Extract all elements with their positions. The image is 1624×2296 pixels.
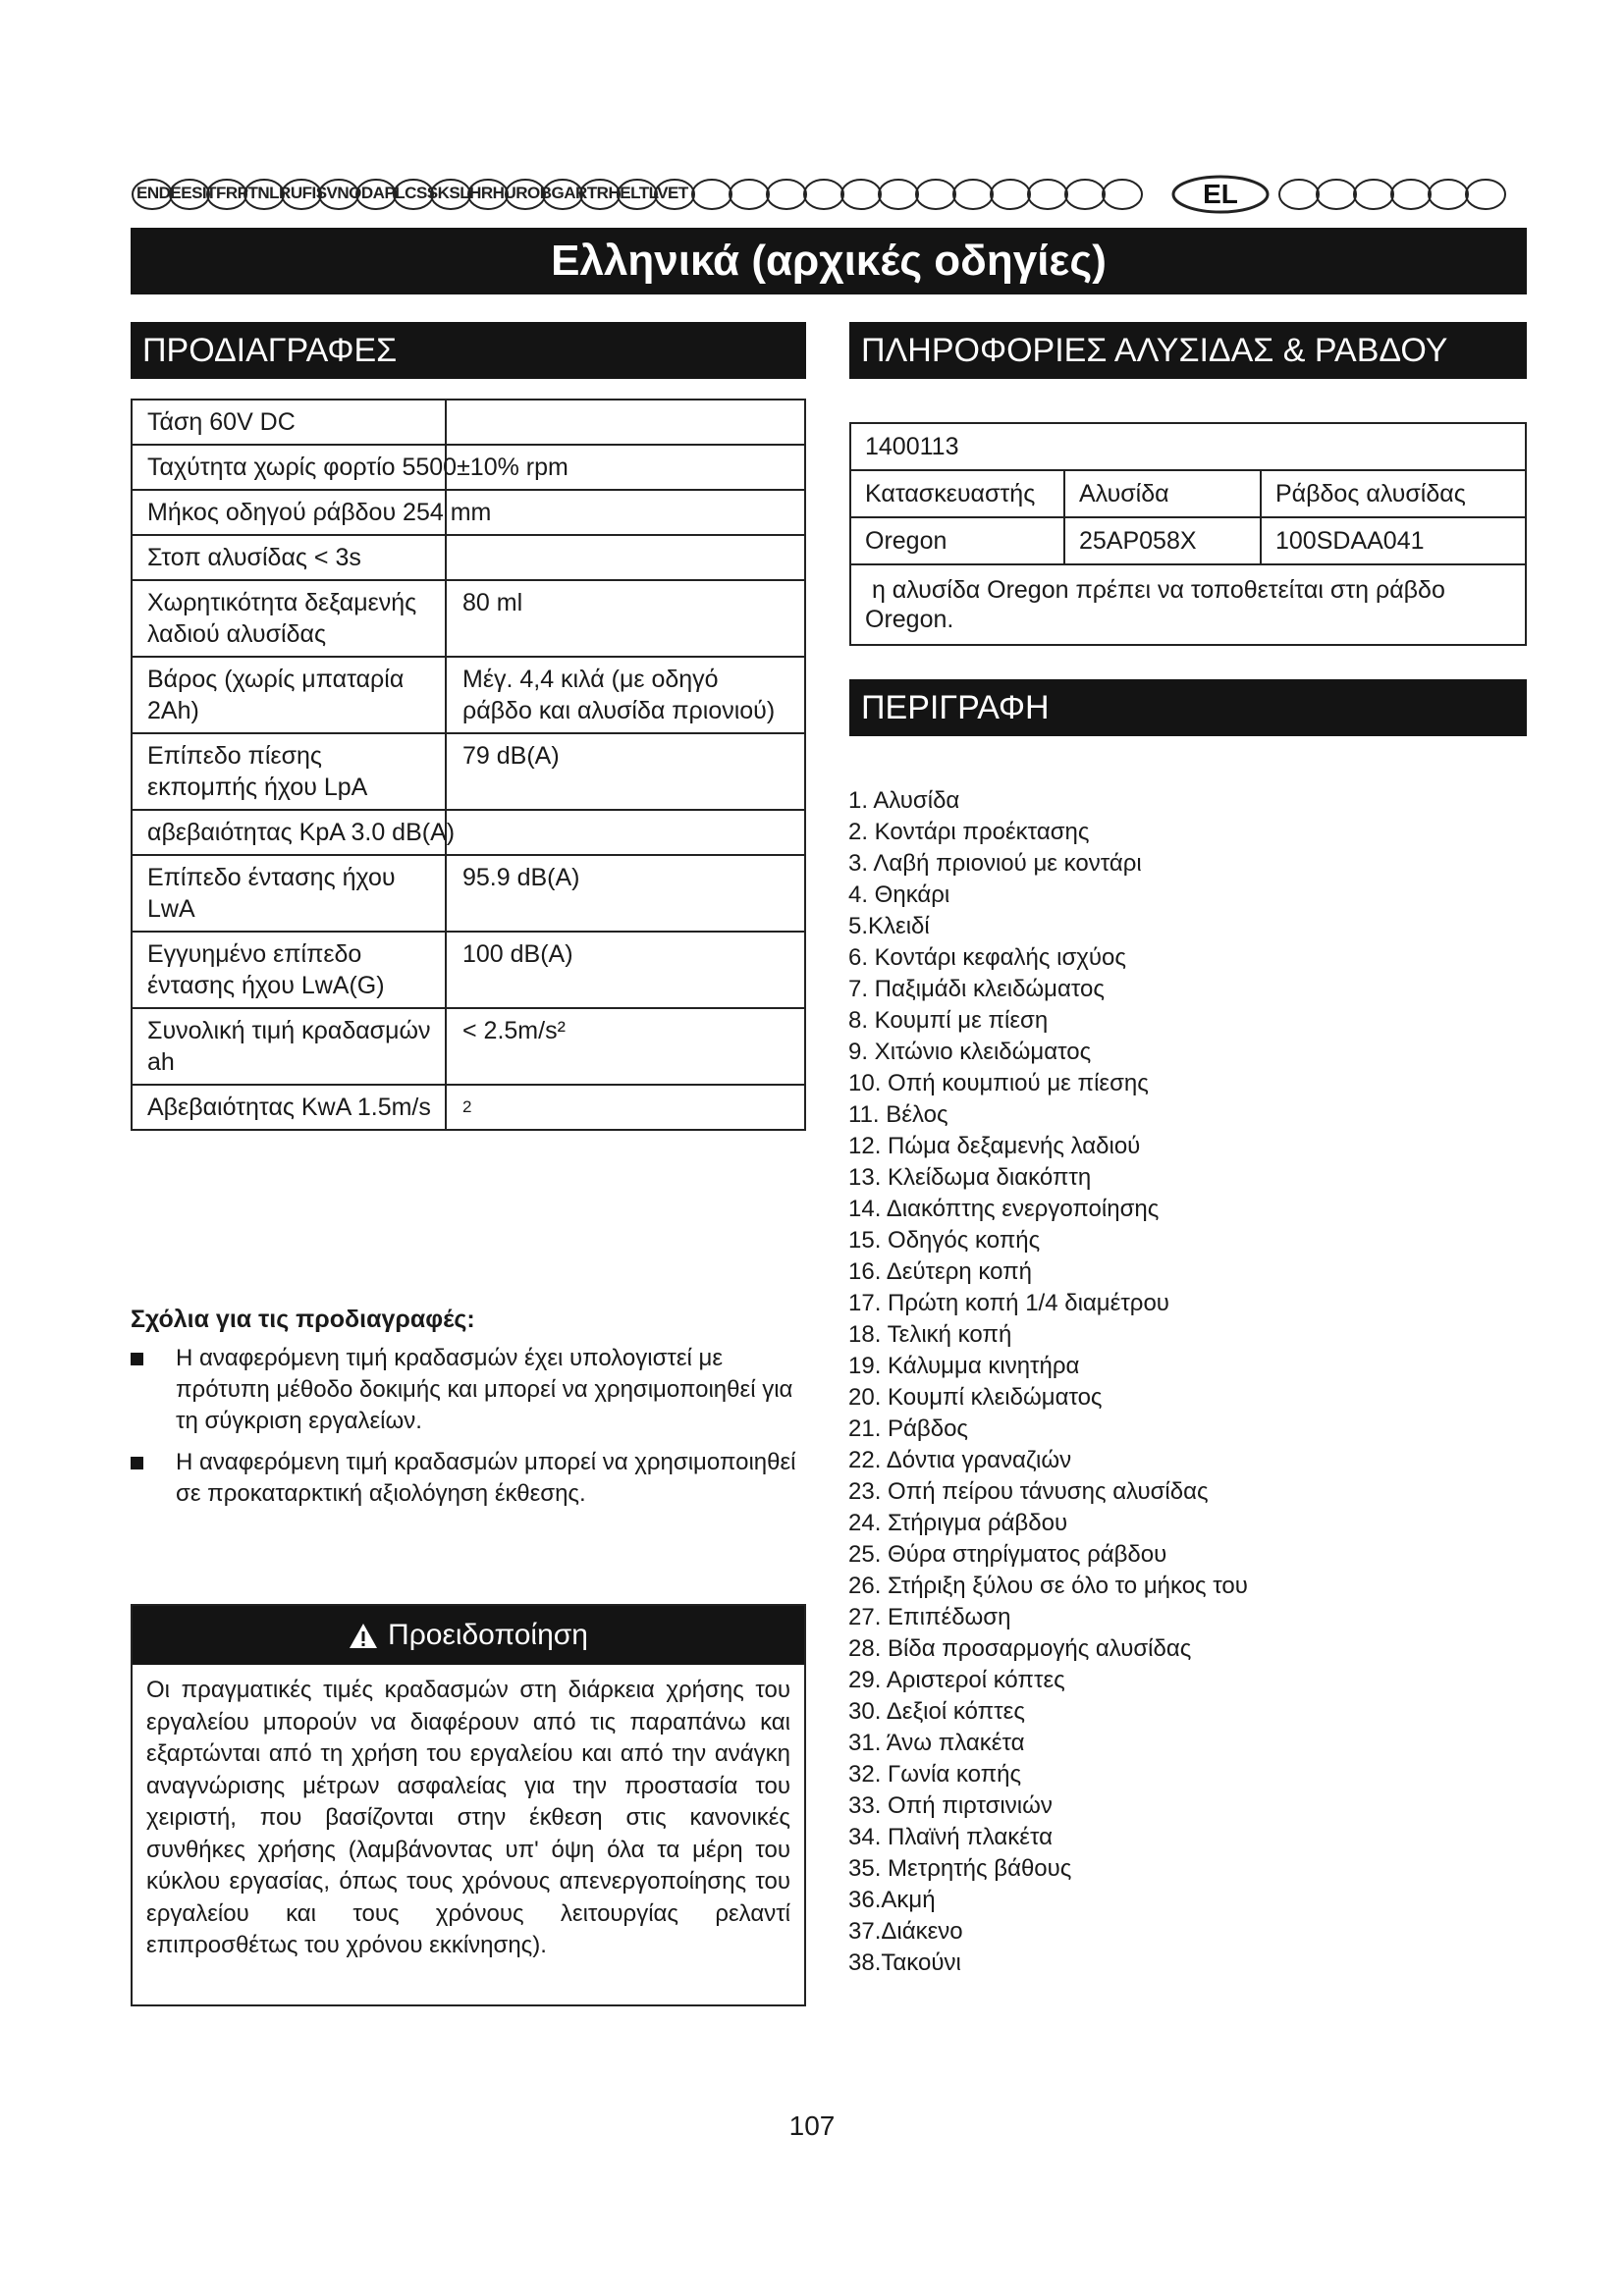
list-item: 17. Πρώτη κοπή 1/4 διαμέτρου	[848, 1290, 1169, 1316]
spec-label: Εγγυημένο επίπεδο έντασης ήχου LwA(G)	[133, 933, 447, 1007]
list-item: 1. Αλυσίδα	[848, 787, 960, 814]
header-manufacturer: Κατασκευαστής	[851, 471, 1065, 516]
list-item: 14. Διακόπτης ενεργοποίησης	[848, 1196, 1160, 1222]
chain-note: η αλυσίδα Oregon πρέπει να τοποθετείται στη ράβδο Oregon.	[865, 576, 1452, 633]
specs-table	[131, 399, 806, 1131]
chain-info-heading: ΠΛΗΡΟΦΟΡΙΕΣ ΑΛΥΣΙΔΑΣ & ΡΑΒΔΟΥ	[849, 322, 1527, 379]
warning-box	[131, 1604, 806, 2006]
list-item: 28. Βίδα προσαρμογής αλυσίδας	[848, 1635, 1192, 1662]
list-item: 24. Στήριγμα ράβδου	[848, 1510, 1068, 1536]
spec-label: Μήκος οδηγού ράβδου 254 mm	[133, 491, 447, 534]
list-item: 32. Γωνία κοπής	[848, 1761, 1022, 1788]
spec-value	[447, 400, 804, 444]
list-item: 20. Κουμπί κλειδώματος	[848, 1384, 1103, 1411]
square-bullet-icon	[131, 1353, 143, 1365]
spec-label: Βάρος (χωρίς μπαταρία 2Ah)	[133, 658, 447, 732]
list-item: 36.Ακμή	[848, 1887, 936, 1913]
spec-row	[133, 491, 804, 536]
header-chain: Αλυσίδα	[1065, 471, 1262, 516]
list-item: 25. Θύρα στηρίγματος ράβδου	[848, 1541, 1167, 1568]
chain-data-row	[851, 518, 1525, 565]
spec-label: Χωρητικότητα δεξαμενής λαδιού αλυσίδας	[133, 581, 447, 656]
chain-model: 1400113	[865, 433, 959, 460]
list-item: 34. Πλαϊνή πλακέτα	[848, 1824, 1054, 1850]
cell-chain: 25AP058X	[1065, 518, 1262, 563]
language-strip	[131, 175, 1527, 214]
list-item: 22. Δόντια γραναζιών	[848, 1447, 1072, 1473]
language-codes: ENDEESITFRPTNLRUFISVNODAPLCSSKSLHRHUROBGARTRHELTLVET	[136, 184, 688, 202]
list-item: 27. Επιπέδωση	[848, 1604, 1011, 1630]
spec-value	[447, 811, 804, 854]
spec-label: Στοπ αλυσίδας < 3s	[133, 536, 447, 579]
spec-value: 2	[462, 1097, 472, 1116]
spec-row	[133, 581, 804, 658]
list-item: 15. Οδηγός κοπής	[848, 1227, 1041, 1254]
list-item: 10. Οπή κουμπιού με πίεσης	[848, 1070, 1149, 1096]
list-item: 26. Στήριξη ξύλου σε όλο το μήκος του	[848, 1573, 1248, 1599]
specs-heading: ΠΡΟΔΙΑΓΡΑΦΕΣ	[131, 322, 806, 379]
list-item: 18. Τελική κοπή	[848, 1321, 1012, 1348]
list-item: 30. Δεξιοί κόπτες	[848, 1698, 1025, 1725]
warning-text: Οι πραγματικές τιμές κραδασμών στη διάρκεια χρήσης του εργαλείου μπορούν να διαφέρουν από τις παραπάνω και εξαρτώνται από τη χρήση του εργαλείου και από την ανάγκη αναγνώρισης μέτρων ασφαλείας για την προστασία του χειριστή, που βασίζονται στην έκθεση στις κανονικές συνθήκες χρήσης (λαμβάνοντας υπ' όψη όλα τα μέρη του κύκλου εργασίας, όπως τους χρόνους απενεργοποίησης του εργαλείου και τους χρόνους λειτουργίας ρελαντί επιπροσθέτως του χρόνου εκκίνησης).	[146, 1677, 790, 1958]
header-bar: Ράβδος αλυσίδας	[1275, 480, 1466, 507]
list-item: 37.Διάκενο	[848, 1918, 963, 1945]
note-text: Η αναφερόμενη τιμή κραδασμών μπορεί να χρησιμοποιηθεί σε προκαταρκτική αξιολόγηση έκθεσης.	[176, 1449, 796, 1507]
list-item: 6. Κοντάρι κεφαλής ισχύος	[848, 944, 1126, 971]
list-item: 33. Οπή πιρτσινιών	[848, 1792, 1053, 1819]
spec-value	[447, 491, 804, 534]
spec-value	[447, 536, 804, 579]
spec-value: 95.9 dB(A)	[462, 864, 580, 891]
spec-label: Ταχύτητα χωρίς φορτίο 5500±10% rpm	[133, 446, 447, 489]
spec-value: 80 ml	[462, 589, 523, 616]
cell-manufacturer: Oregon	[851, 518, 1065, 563]
spec-value: Μέγ. 4,4 κιλά (με οδηγό ράβδο και αλυσίδα πριονιού)	[462, 666, 776, 724]
list-item: 19. Κάλυμμα κινητήρα	[848, 1353, 1080, 1379]
spec-row	[133, 658, 804, 734]
page-number: 107	[788, 2110, 836, 2141]
list-item: 38.Τακούνι	[848, 1949, 961, 1976]
description-heading: ΠΕΡΙΓΡΑΦΗ	[849, 679, 1527, 736]
warning-header	[133, 1606, 804, 1665]
list-item: 12. Πώμα δεξαμενής λαδιού	[848, 1133, 1141, 1159]
list-item: 31. Άνω πλακέτα	[848, 1730, 1025, 1756]
list-item: 16. Δεύτερη κοπή	[848, 1258, 1033, 1285]
spec-row	[133, 933, 804, 1009]
warning-triangle-icon	[349, 1623, 378, 1649]
active-language: EL	[1203, 179, 1238, 209]
cell-bar: 100SDAA041	[1275, 527, 1425, 555]
note-item	[131, 1343, 808, 1437]
spec-value: 79 dB(A)	[462, 742, 560, 770]
spec-label: αβεβαιότητας KpA 3.0 dB(A)	[133, 811, 447, 854]
spec-label: Τάση 60V DC	[133, 400, 447, 444]
spec-row	[133, 400, 804, 446]
parts-list	[848, 785, 1248, 1979]
spec-row	[133, 1086, 804, 1129]
list-item: 8. Κουμπί με πίεση	[848, 1007, 1049, 1034]
square-bullet-icon	[131, 1457, 143, 1469]
warning-title: Προειδοποίηση	[388, 1619, 588, 1651]
spec-value	[447, 446, 804, 489]
note-text: Η αναφερόμενη τιμή κραδασμών έχει υπολογιστεί με πρότυπη μέθοδο δοκιμής και μπορεί να χρησιμοποιηθεί για τη σύγκριση εργαλείων.	[176, 1345, 793, 1434]
list-item: 7. Παξιμάδι κλειδώματος	[848, 976, 1105, 1002]
spec-label: Επίπεδο πίεσης εκπομπής ήχου LpA	[133, 734, 447, 809]
spec-row	[133, 446, 804, 491]
list-item: 11. Βέλος	[848, 1101, 948, 1128]
notes-list	[131, 1343, 808, 1520]
spec-row	[133, 1009, 804, 1086]
list-item: 29. Αριστεροί κόπτες	[848, 1667, 1065, 1693]
chain-info-table	[849, 422, 1527, 646]
list-item: 13. Κλείδωμα διακόπτη	[848, 1164, 1092, 1191]
list-item: 2. Κοντάρι προέκτασης	[848, 819, 1090, 845]
spec-row	[133, 811, 804, 856]
spec-value: < 2.5m/s²	[462, 1017, 566, 1044]
list-item: 21. Ράβδος	[848, 1415, 968, 1442]
list-item: 5.Κλειδί	[848, 913, 930, 939]
list-item: 23. Οπή πείρου τάνυσης αλυσίδας	[848, 1478, 1209, 1505]
chain-model-row	[851, 424, 1525, 471]
spec-value: 100 dB(A)	[462, 940, 573, 968]
chain-note-row	[851, 565, 1525, 644]
spec-label: Συνολική τιμή κραδασμών ah	[133, 1009, 447, 1084]
list-item: 35. Μετρητής βάθους	[848, 1855, 1072, 1882]
list-item: 3. Λαβή πριονιού με κοντάρι	[848, 850, 1142, 877]
notes-title: Σχόλια για τις προδιαγραφές:	[131, 1306, 475, 1333]
page-title: Ελληνικά (αρχικές οδηγίες)	[131, 228, 1527, 294]
spec-row	[133, 536, 804, 581]
spec-row	[133, 734, 804, 811]
list-item: 4. Θηκάρι	[848, 881, 950, 908]
spec-label: Επίπεδο έντασης ήχου LwA	[133, 856, 447, 931]
spec-label: Αβεβαιότητας KwA 1.5m/s	[133, 1086, 447, 1129]
note-item	[131, 1447, 808, 1510]
spec-row	[133, 856, 804, 933]
chain-header-row	[851, 471, 1525, 518]
list-item: 9. Χιτώνιο κλειδώματος	[848, 1039, 1092, 1065]
